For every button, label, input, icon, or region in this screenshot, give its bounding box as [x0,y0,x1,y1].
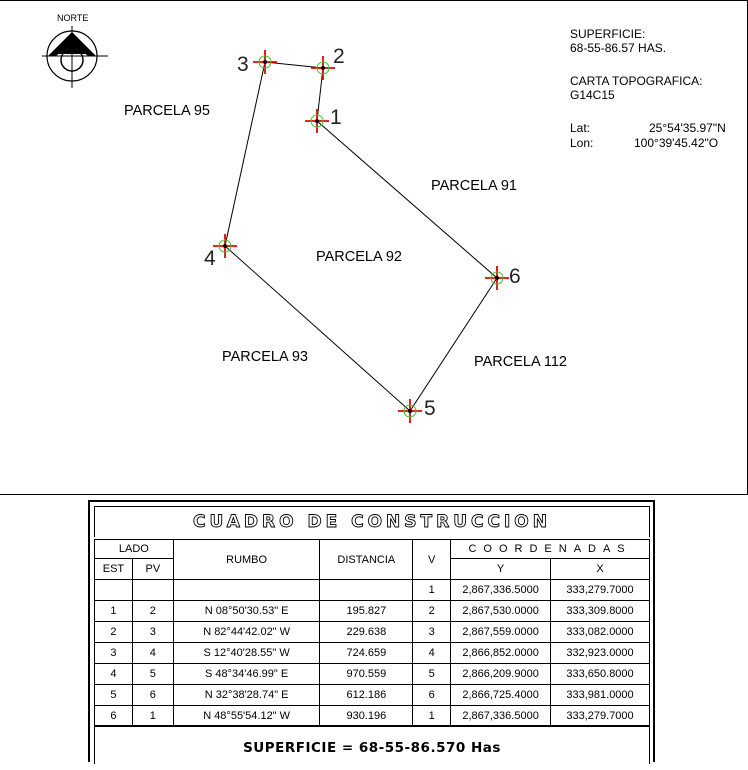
cell-rumbo [173,580,320,601]
header-est: EST [95,559,133,580]
vertex-label-3: 3 [237,53,249,76]
cell-rumbo: N 82°44'42.02" W [173,622,320,643]
vertex-label-1: 1 [330,106,342,129]
cell-x: 333,309.8000 [551,601,650,622]
vertex-label-2: 2 [333,45,345,68]
cell-v: 6 [413,685,451,706]
parcel-label: PARCELA 93 [222,349,308,365]
vertex-marker [485,266,509,290]
cell-distancia: 930.196 [320,706,413,727]
parcel-label: PARCELA 92 [316,249,402,265]
cell-y: 2,866,209.9000 [451,664,551,685]
header-rumbo: RUMBO [173,540,320,580]
vertex-marker [311,56,335,80]
lon-label: Lon: [570,136,594,150]
cell-est: 5 [95,685,133,706]
frame-divider-line [0,494,748,495]
cell-v: 5 [413,664,451,685]
cell-pv [132,580,173,601]
cell-rumbo: N 32°38'28.74" E [173,685,320,706]
carta-label: CARTA TOPOGRAFICA: [570,74,703,88]
vertex-marker [305,109,329,133]
cell-distancia: 724.659 [320,643,413,664]
cell-pv: 2 [132,601,173,622]
cell-v: 3 [413,622,451,643]
header-pv: PV [132,559,173,580]
lat-value: 25°54'35.97"N [649,121,726,135]
cell-x: 333,082.0000 [551,622,650,643]
cell-y: 2,867,336.5000 [451,580,551,601]
cell-y: 2,867,530.0000 [451,601,551,622]
cell-distancia [320,580,413,601]
cell-pv: 1 [132,706,173,727]
table-row [95,706,650,727]
lat-label: Lat: [570,121,591,135]
carta-value: G14C15 [570,88,615,102]
cell-pv: 3 [132,622,173,643]
construction-table [94,539,650,727]
cell-y: 2,866,725.4000 [451,685,551,706]
header-y: Y [451,559,551,580]
vertex-marker [398,399,422,423]
cell-est: 6 [95,706,133,727]
cell-distancia: 612.186 [320,685,413,706]
superficie-info [570,27,666,55]
north-label: NORTE [57,13,89,23]
header-lado: LADO [95,540,174,559]
header-distancia: DISTANCIA [320,540,413,580]
cell-y: 2,867,336.5000 [451,706,551,727]
parcel-label: PARCELA 112 [474,354,567,370]
cell-x: 333,279.7000 [551,580,650,601]
table-row [95,580,650,601]
header-coordenadas: COORDENADAS [451,540,650,559]
cell-y: 2,866,852.0000 [451,643,551,664]
cell-distancia: 970.559 [320,664,413,685]
cell-v: 4 [413,643,451,664]
cell-v: 1 [413,706,451,727]
cell-distancia: 229.638 [320,622,413,643]
parcel-label: PARCELA 91 [431,178,517,194]
vertex-marker [253,50,277,74]
cell-est: 1 [95,601,133,622]
cell-x: 333,650.8000 [551,664,650,685]
cell-rumbo: N 08°50'30.53" E [173,601,320,622]
vertex-label-5: 5 [424,397,436,420]
lon-value: 100°39'45.42"O [634,136,719,150]
cell-pv: 4 [132,643,173,664]
cell-pv: 5 [132,664,173,685]
table-row [95,622,650,643]
header-x: X [551,559,650,580]
table-title: CUADRO DE CONSTRUCCION [94,506,650,537]
table-row [95,685,650,706]
vertex-label-6: 6 [509,265,521,288]
cell-pv: 6 [132,685,173,706]
cell-est [95,580,133,601]
table-footer-superficie: SUPERFICIE = 68-55-86.570 Has [94,725,650,764]
vertex-label-4: 4 [204,247,216,270]
table-row [95,664,650,685]
table-row [95,643,650,664]
cell-est: 2 [95,622,133,643]
cell-rumbo: N 48°55'54.12" W [173,706,320,727]
cell-est: 4 [95,664,133,685]
parcel-label: PARCELA 95 [124,103,210,119]
carta-info [570,74,702,102]
cell-v: 1 [413,580,451,601]
cell-est: 3 [95,643,133,664]
cell-x: 332,923.0000 [551,643,650,664]
cell-y: 2,867,559.0000 [451,622,551,643]
cell-rumbo: S 12°40'28.55" W [173,643,320,664]
north-arrow-icon [42,26,108,88]
table-row [95,601,650,622]
superficie-label: SUPERFICIE: [570,27,646,41]
cuadro-construccion [88,500,655,762]
cell-rumbo: S 48°34'46.99" E [173,664,320,685]
header-v: V [413,540,451,580]
cell-distancia: 195.827 [320,601,413,622]
vertex-marker [213,234,237,258]
cell-v: 2 [413,601,451,622]
cell-x: 333,981.0000 [551,685,650,706]
cell-x: 333,279.7000 [551,706,650,727]
superficie-value: 68-55-86.57 HAS. [570,41,667,55]
